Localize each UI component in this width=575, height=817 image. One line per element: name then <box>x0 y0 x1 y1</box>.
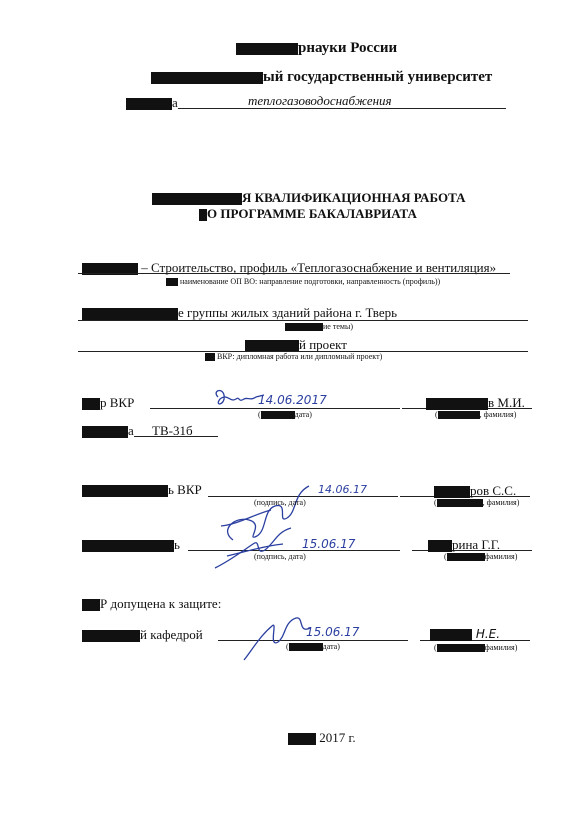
redaction-block <box>199 209 207 221</box>
consultant-date: 15.06.17 <box>302 537 356 551</box>
author-date: 14.06.2017 <box>258 393 327 407</box>
direction-line: – Строительство, профиль «Теплогазоснабжение и вентиляция» <box>82 260 496 276</box>
redaction-block <box>426 398 488 410</box>
head-label: й кафедрой <box>82 627 203 643</box>
author-name: в М.И. <box>426 395 525 411</box>
redaction-block <box>82 540 174 552</box>
redaction-block <box>82 308 178 320</box>
redaction-block <box>437 644 485 652</box>
redaction-block <box>205 353 215 361</box>
consultant-name: рина Г.Г. <box>428 537 500 553</box>
consultant-caption: (подпись, дата) <box>254 552 306 561</box>
direction-caption: наименование ОП ВО: направление подготовки, направленность (профиль)) <box>166 277 440 286</box>
redaction-block <box>151 72 263 84</box>
head-date: 15.06.17 <box>306 625 360 639</box>
redaction-block <box>428 540 452 552</box>
redaction-block <box>447 553 485 561</box>
group-value: ТВ-31б <box>152 423 193 438</box>
redaction-block <box>236 43 298 55</box>
direction-underline <box>78 273 510 274</box>
author-sign-line <box>150 408 400 409</box>
redaction-block <box>437 499 483 507</box>
redaction-block <box>285 323 323 331</box>
topic-caption: ие темы) <box>285 322 353 331</box>
redaction-block <box>434 486 470 498</box>
admission-line: Р допущена к защите: <box>82 596 221 612</box>
title-line-2: О ПРОГРАММЕ БАКАЛАВРИАТА <box>199 206 417 222</box>
redaction-block <box>82 485 168 497</box>
redaction-block <box>438 411 480 419</box>
consultant-signature <box>205 522 305 574</box>
supervisor-caption-name: ( , фамилия) <box>434 498 520 507</box>
head-caption-date: ( дата) <box>286 642 340 651</box>
redaction-block <box>152 193 242 205</box>
author-label: р ВКР <box>82 395 134 411</box>
department-line: а <box>126 95 178 111</box>
redaction-block <box>430 629 472 641</box>
head-name: Н.Е. <box>430 627 500 641</box>
topic-underline <box>78 320 528 321</box>
title-line-1: Я КВАЛИФИКАЦИОННАЯ РАБОТА <box>152 190 465 206</box>
author-caption-name: ( , фамилия) <box>435 410 517 419</box>
redaction-block <box>82 599 100 611</box>
supervisor-label: ь ВКР <box>82 482 202 498</box>
redaction-block <box>166 278 178 286</box>
redaction-block <box>82 630 140 642</box>
supervisor-caption: (подпись, дата) <box>254 498 306 507</box>
ministry-line: рнауки России <box>236 40 397 57</box>
redaction-block <box>289 643 323 651</box>
supervisor-name: ров С.С. <box>434 483 516 499</box>
university-line: ый государственный университет <box>151 69 492 86</box>
supervisor-date: 14.06.17 <box>318 483 367 496</box>
redaction-block <box>82 426 128 438</box>
group-label: а <box>82 423 134 439</box>
consultant-caption-name: ( фамилия) <box>444 552 518 561</box>
work-type-line: й проект <box>245 337 347 353</box>
redaction-block <box>126 98 172 110</box>
redaction-block <box>288 733 316 745</box>
consultant-label: ь <box>82 537 180 553</box>
department-name: теплогазоводоснабжения <box>248 93 392 108</box>
author-caption-date: ( дата) <box>258 410 312 419</box>
head-caption-name: ( фамилия) <box>434 643 518 652</box>
redaction-block <box>82 398 100 410</box>
topic-line: е группы жилых зданий района г. Тверь <box>82 305 397 321</box>
redaction-block <box>261 411 295 419</box>
work-type-caption: ВКР: дипломная работа или дипломный проект) <box>205 352 382 361</box>
footer-year: 2017 г. <box>288 730 356 746</box>
